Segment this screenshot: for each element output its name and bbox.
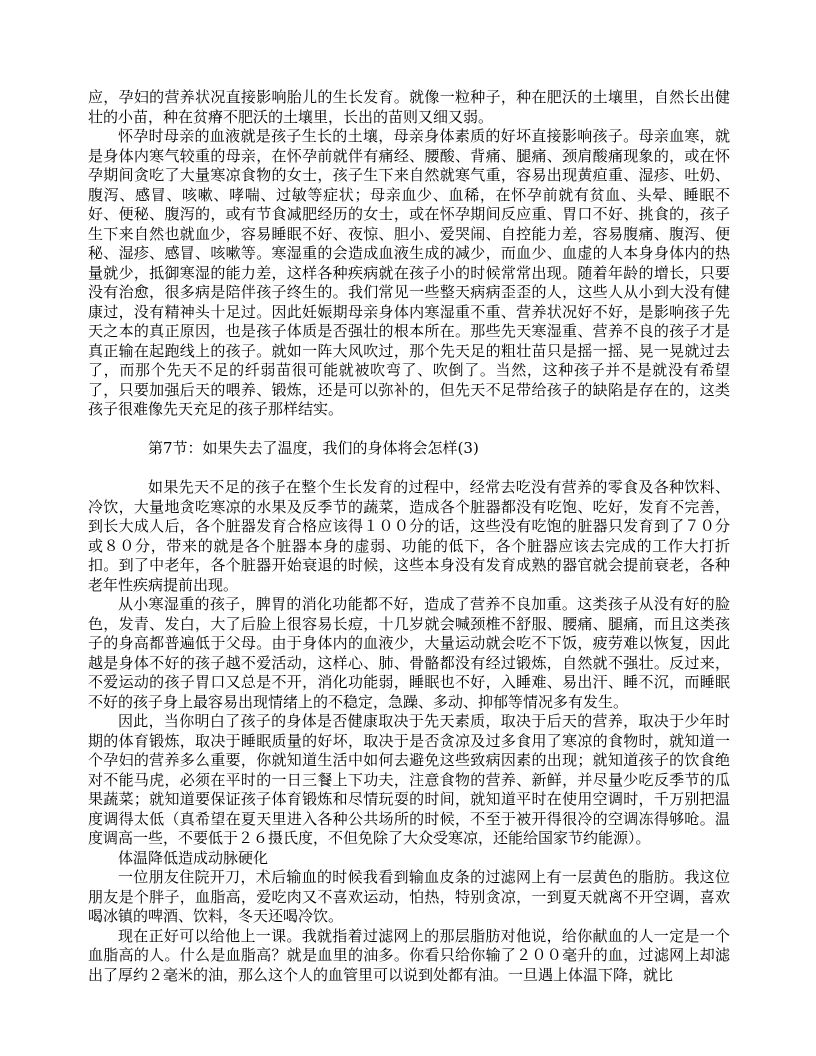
paragraph-cold-damp-children: 从小寒湿重的孩子，脾胃的消化功能都不好，造成了营养不良加重。这类孩子从没有好的脸色，发青、发白，大了后脸上很容易长痘，十几岁就会喊颈椎不舒服、腰痛、腿痛，而且这类孩子的身高都普遍低于父母。由于身体内的血液少，大量运动就会吃不下饭，疲劳难以恢复，因此越是身体不好的孩子越不爱活动，这样心、肺、骨骼都没有经过锻炼，自然就不强壮。反过来，不爱运动的孩子胃口又总是不开，消化功能弱，睡眠也不好，入睡难、易出汗、睡不沉，而睡眠不好的孩子身上最容易出现情绪上的不稳定，急躁、多动、抑郁等情况多有发生。: [88, 595, 730, 711]
subheading-body-temperature-arteriosclerosis: 体温降低造成动脉硬化: [118, 848, 269, 867]
paragraph-friend-transfusion: 一位朋友住院开刀，术后输血的时候我看到输血皮条的过滤网上有一层黄色的脂肪。我这位朋友是个胖子，血脂高，爱吃肉又不喜欢运动，怕热，特别贪凉，一到夏天就离不开空调，喜欢喝冰镇的啤酒、饮料，冬天还喝冷饮。: [88, 868, 730, 925]
paragraph-health-determinants: 因此，当你明白了孩子的身体是否健康取决于先天素质，取决于后天的营养，取决于少年时期的体育锻炼，取决于睡眠质量的好坏，取决于是否贪凉及过多食用了寒凉的食物时，就知道一个孕妇的营养多么重要，你就知道生活中如何去避免这些致病因素的出现；就知道孩子的饮食绝对不能马虎，必须在平时的一日三餐上下功夫，注意食物的营养、新鲜，并尽量少吃反季节的瓜果蔬菜；就知道要保证孩子体育锻炼和尽情玩耍的时间，就知道平时在使用空调时，千万别把温度调得太低（真希望在夏天里进入各种公共场所的时候，不至于被开得很冷的空调冻得够呛。温度调高一些，不要低于２６摄氏度，不但免除了大众受寒凉，还能给国家节约能源）。: [88, 712, 730, 847]
paragraph-seed-soil-continuation: 应，孕妇的营养状况直接影响胎儿的生长发育。就像一粒种子，种在肥沃的土壤里，自然长出健壮的小苗，种在贫瘠不肥沃的土壤里，长出的苗则又细又弱。: [88, 88, 730, 126]
paragraph-organs-underdeveloped: 如果先天不足的孩子在整个生长发育的过程中，经常去吃没有营养的零食及各种饮料、冷饮，大量地贪吃寒凉的水果及反季节的蔬菜，造成各个脏器都没有吃饱、吃好，发育不完善，到长大成人后，各个脏器发育合格应该得１００分的话，这些没有吃饱的脏器只发育到了７０分或８０分，带来的就是各个脏器本身的虚弱、功能的低下，各个脏器应该去完成的工作大打折扣。到了中老年，各个脏器开始衰退的时候，这些本身没有发育成熟的器官就会提前衰老，各种老年性疾病提前出现。: [88, 478, 730, 594]
paragraph-blood-lipid-lesson: 现在正好可以给他上一课。我就指着过滤网上的那层脂肪对他说，给你献血的人一定是一个血脂高的人。什么是血脂高？就是血里的油多。你看只给你输了２００毫升的血，过滤网上却滤出了厚约２毫米的油，那么这个人的血管里可以说到处都有油。一旦遇上体温下降，就比: [88, 926, 730, 984]
section-heading: 第7节：如果失去了温度，我们的身体将会怎样(3): [148, 439, 479, 457]
paragraph-mother-blood-soil: 怀孕时母亲的血液就是孩子生长的土壤，母亲身体素质的好坏直接影响孩子。母亲血寒，就是身体内寒气较重的母亲，在怀孕前就伴有痛经、腰酸、背痛、腿痛、颈肩酸痛现象的，或在怀孕期间贪吃了大量寒凉食物的女士，孩子生下来自然就寒气重，容易出现黄疸重、湿疹、吐奶、腹泻、感冒、咳嗽、哮喘、过敏等症状；母亲血少、血稀，在怀孕前就有贫血、头晕、睡眠不好、便秘、腹泻的，或有节食减肥经历的女士，或在怀孕期间反应重、胃口不好、挑食的，孩子生下来自然也就血少，容易睡眠不好、夜惊、胆小、爱哭闹、自控能力差，容易腹痛、腹泻、便秘、湿疹、感冒、咳嗽等。寒湿重的会造成血液生成的减少，而血少、血虚的人本身身体内的热量就少，抵御寒湿的能力差，这样各种疾病就在孩子小的时候常常出现。随着年龄的增长，只要没有治愈，很多病是陪伴孩子终生的。我们常见一些整天病病歪歪的人，这些人从小到大没有健康过，没有精神头十足过。因此妊娠期母亲身体内寒湿重不重、营养状况好不好，是影响孩子先天之本的真正原因，也是孩子体质是否强壮的根本所在。那些先天寒湿重、营养不良的孩子才是真正输在起跑线上的孩子。就如一阵大风吹过，那个先天足的粗壮苗只是摇一摇、晃一晃就过去了，而那个先天不足的纤弱苗很可能就被吹弯了、吹倒了。当然，这种孩子并不是就没有希望了，只要加强后天的喂养、锻炼，还是可以弥补的，但先天不足带给孩子的缺陷是存在的，这类孩子很难像先天充足的孩子那样结实。: [88, 127, 730, 418]
document-content: [88, 88, 730, 985]
